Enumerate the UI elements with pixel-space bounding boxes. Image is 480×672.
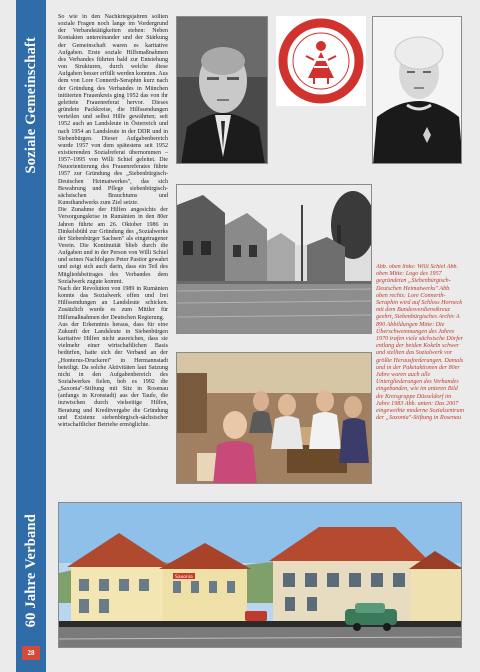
building-illustration <box>59 503 462 648</box>
heimatwerk-logo-icon <box>276 16 366 106</box>
image-captions <box>376 264 464 494</box>
sozialzentrum-photo <box>58 502 462 648</box>
section-title-top <box>16 10 46 200</box>
article-paragraph-3: Nach der Revolution von 1989 in Rumänien konnte das Sozialwerk offen und frei Hilfssendungen an Landsleute schicken. Zusätzlich wurde es zum Mittler für Hilfsmaßnahmen der Deutschen Regierung. <box>58 285 168 321</box>
section-title-top-text: Soziale Gemeinschaft <box>22 36 39 174</box>
portrait-photo-man <box>176 16 268 164</box>
article-paragraph-4: Aus der Erkenntnis heraus, dass für eine Zukunft der Landsleute in Siebenbürgen karitative Hilfen nicht ausreichen, dass sie vielmehr einer wirtschaftlichen Basis bedürfen, hatte sich der Verband an der „Honterus-Druckerei" in Hermannstadt beteiligt. Da solche Aktivitäten laut Satzung nicht in den Aufgabenbereich des Sozialwerkes fielen, hob es 1992 die „Saxonia"-Stiftung mit Sitz in Rosenau (anfangs in Kronstadt) aus der Taufe, die inzwischen durch vielseitige Hilfen, Beratung und Kreditvergabe die Gründung und Existenz siebenbürgisch-sächsischer wirtschaftlicher Betriebe ermöglichte. <box>58 321 168 428</box>
section-title-bottom-text: 60 Jahre Verband <box>22 514 39 628</box>
portrait-woman-illustration <box>373 17 462 164</box>
flood-photo <box>176 184 372 334</box>
image-captions-text: Abb. oben links: Willi Schiel Abb. oben Mitte: Logo des 1957 gegründeten „Siebenbürgisch-Deutschen Heimatwerks" Abb. oben rechts: Lore Connerth-Seraphin wird auf Schloss Horneck mit dem Bundesverdienstkreuz geehrt, Siebenbürgisches Archiv A 890 Abbildungen Mitte: Die Überschwemmungen des Jahres 1970 trafen viele sächsische Dörfer entlang der beiden Kokeln schwer und stellten das Sozialwerk vor größte Herausforderungen. Damals und in der Paketaktionen der 80er Jahre waren auch alle Untergliederungen des Verbandes eingebunden, wie im unteren Bild die Kreisgruppe Düsseldorf im Jahre 1983 Abb. unten: Das 2007 eingeweihte moderne Sozialzentrum der „Saxonia"-Stiftung in Rosenau <box>376 264 464 422</box>
group-illustration <box>177 353 372 484</box>
building-sign-text: Saxonia <box>175 575 193 580</box>
group-photo <box>176 352 372 484</box>
article-body <box>58 14 168 502</box>
section-title-bottom <box>16 506 46 636</box>
portrait-man-illustration <box>177 17 268 164</box>
article-paragraph-1: So wie in den Nachkriegsjahren sollten soziale Fragen noch lange im Vordergrund der Verbandstätigkeiten stehen: Neben Kontakten untereinander und der Stärkung der Gemeinschaft waren es karitative Aufgaben. Erste soziale Hilfsmaßnahmen des Verbandes führten bald zur Entstehung von Strukturen, durch welche diese Aufgaben besser erfüllt werden konnten. Aus dem von Lore Connerth-Seraphin kurz nach der Gründung des Verbandes in München initiierten Frauenkreis ging 1952 das von ihr geleitete Frauenreferat hervor. Dieses gründete Packkreise, die Hilfssendungen verteilen und selbst Hilfe gewährten; seit 1952 auch an Landsleute in Österreich und nach 1954 an Landsleute in der DDR und in Siebenbürgen. Dieser Aufgabenbereich wurde 1957 von dem spätestens seit 1952 existierenden Sozialreferat übernommen – 1957–1995 von Willi Schiel geleitet. Die Neuorientierung des Frauenreferates führte 1957 zur Gründung des „Siebenbürgisch-Deutschen Heimatwerkes", das sich Bewahrung und Pflege siebenbürgisch-sächsischen Brauchtums und Kunsthandwerks zum Ziel setzte. <box>58 14 168 207</box>
portrait-photo-woman <box>372 16 462 164</box>
heimatwerk-logo <box>276 16 366 106</box>
article-paragraph-2: Die Zunahme der Hilfen angesichts der Versorgungskrise in Rumänien in den 80er Jahren führte am 26. Oktober 1986 in Dinkelsbühl zur Gründung des „Sozialwerks der Siebenbürger Sachsen" als eingetragener Verein. Die Kontinuität blieb durch die Aufgaben und in der Person von Willi Schiel und seines Nachfolgers Peter Pastior gewahrt und zeigt sich auch darin, dass ein Teil des Mitgliedsbeitrages des Verbandes dem Sozialwerk zugute kommt. <box>58 207 168 285</box>
page-number: 28 <box>22 646 40 660</box>
flood-illustration <box>177 185 372 334</box>
